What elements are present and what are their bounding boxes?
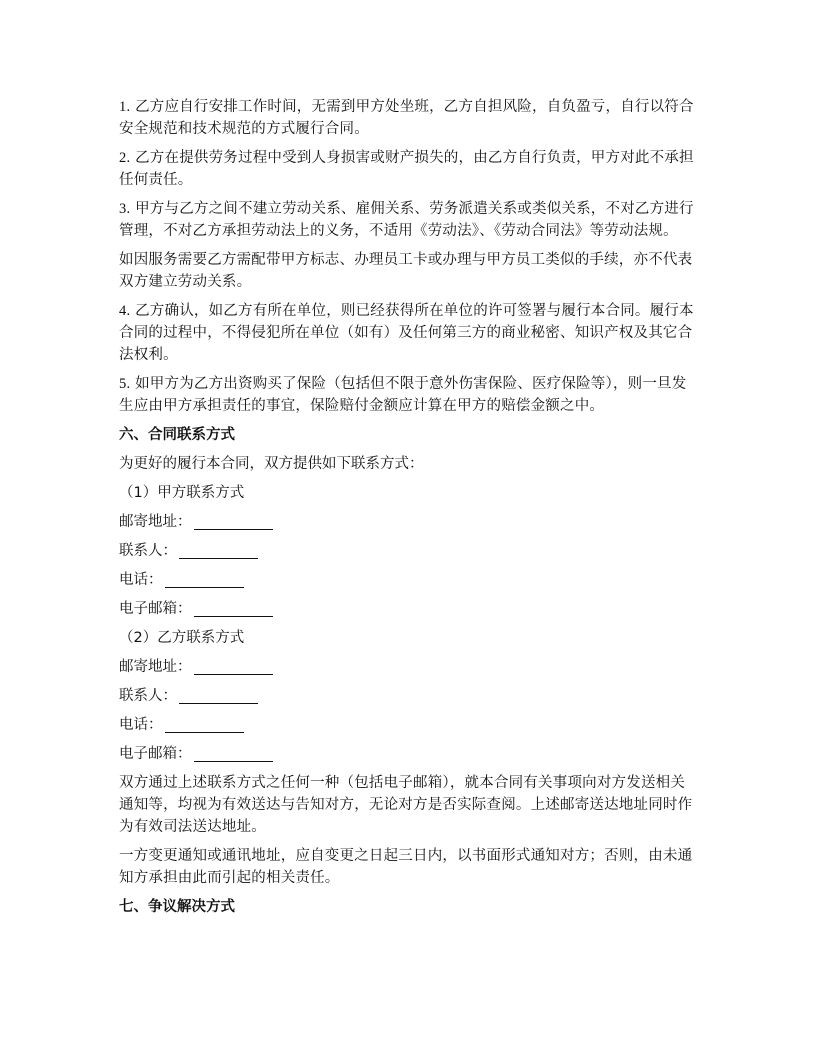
- clause-2: [119, 147, 699, 191]
- blank-line: [194, 674, 273, 675]
- clause-4: [119, 300, 699, 366]
- party-b-contact-field: [119, 685, 699, 707]
- party-a-phone-field: [119, 569, 699, 591]
- party-b-title: （2）乙方联系方式: [119, 630, 245, 646]
- blank-line: [194, 616, 273, 617]
- field-label: 邮寄地址：: [119, 659, 192, 675]
- service-notice-paragraph: 双方通过上述联系方式之任何一种（包括电子邮箱），就本合同有关事项向对方发送相关通知等，均视为有效送达与告知对方，无论对方是否实际查阅。上述邮寄送达地址同时作为有效司法送达地址。: [119, 775, 693, 835]
- clause-number: 5.: [119, 376, 131, 392]
- party-a-title: （1）甲方联系方式: [119, 485, 245, 501]
- field-label: 电子邮箱：: [119, 601, 192, 617]
- clause-number: 3.: [119, 201, 131, 217]
- field-label: 电话：: [119, 717, 163, 733]
- clause-text: 乙方确认，如乙方有所在单位，则已经获得所在单位的许可签署与履行本合同。履行本合同的过程中，不得侵犯所在单位（如有）及任何第三方的商业秘密、知识产权及其它合法权利。: [119, 303, 694, 363]
- blank-line: [194, 529, 273, 530]
- party-a-email-field: [119, 598, 699, 620]
- clause-text: 乙方在提供劳务过程中受到人身损害或财产损失的，由乙方自行负责，甲方对此不承担任何责任。: [119, 150, 694, 188]
- blank-line: [179, 703, 258, 704]
- clause-number: 4.: [119, 303, 131, 319]
- clause-text: 甲方与乙方之间不建立劳动关系、雇佣关系、劳务派遣关系或类似关系，不对乙方进行管理，不对乙方承担劳动法上的义务，不适用《劳动法》、《劳动合同法》等劳动法规。: [119, 201, 694, 239]
- blank-line: [165, 587, 244, 588]
- field-label: 邮寄地址：: [119, 514, 192, 530]
- clause-1: [119, 96, 699, 140]
- clause-text: 如因服务需要乙方需配带甲方标志、办理员工卡或办理与甲方员工类似的手续，亦不代表双方建立劳动关系。: [119, 252, 693, 290]
- clause-3-note: [119, 249, 699, 293]
- party-a-address-field: [119, 511, 699, 533]
- document-page: [119, 96, 699, 925]
- clause-number: 1.: [119, 99, 131, 115]
- clause-text: 乙方应自行安排工作时间，无需到甲方处坐班，乙方自担风险，自负盈亏，自行以符合安全规范和技术规范的方式履行合同。: [119, 99, 694, 137]
- field-label: 电子邮箱：: [119, 746, 192, 762]
- blank-line: [165, 732, 244, 733]
- blank-line: [194, 761, 273, 762]
- clause-number: 2.: [119, 150, 131, 166]
- party-b-phone-field: [119, 714, 699, 736]
- field-label: 联系人：: [119, 688, 177, 704]
- party-a-contact-field: [119, 540, 699, 562]
- address-change-paragraph: 一方变更通知或通讯地址，应自变更之日起三日内，以书面形式通知对方；否则，由未通知方承担由此而引起的相关责任。: [119, 848, 693, 886]
- clause-3: [119, 198, 699, 242]
- blank-line: [179, 558, 258, 559]
- clause-text: 如甲方为乙方出资购买了保险（包括但不限于意外伤害保险、医疗保险等），则一旦发生应由甲方承担责任的事宜，保险赔付金额应计算在甲方的赔偿金额之中。: [119, 376, 687, 414]
- section-6-heading: 六、合同联系方式: [119, 427, 235, 443]
- clause-5: [119, 373, 699, 417]
- section-7-heading: 七、争议解决方式: [119, 899, 235, 915]
- field-label: 联系人：: [119, 543, 177, 559]
- party-b-email-field: [119, 743, 699, 765]
- field-label: 电话：: [119, 572, 163, 588]
- section-6-intro: 为更好的履行本合同，双方提供如下联系方式：: [119, 456, 424, 472]
- party-b-address-field: [119, 656, 699, 678]
